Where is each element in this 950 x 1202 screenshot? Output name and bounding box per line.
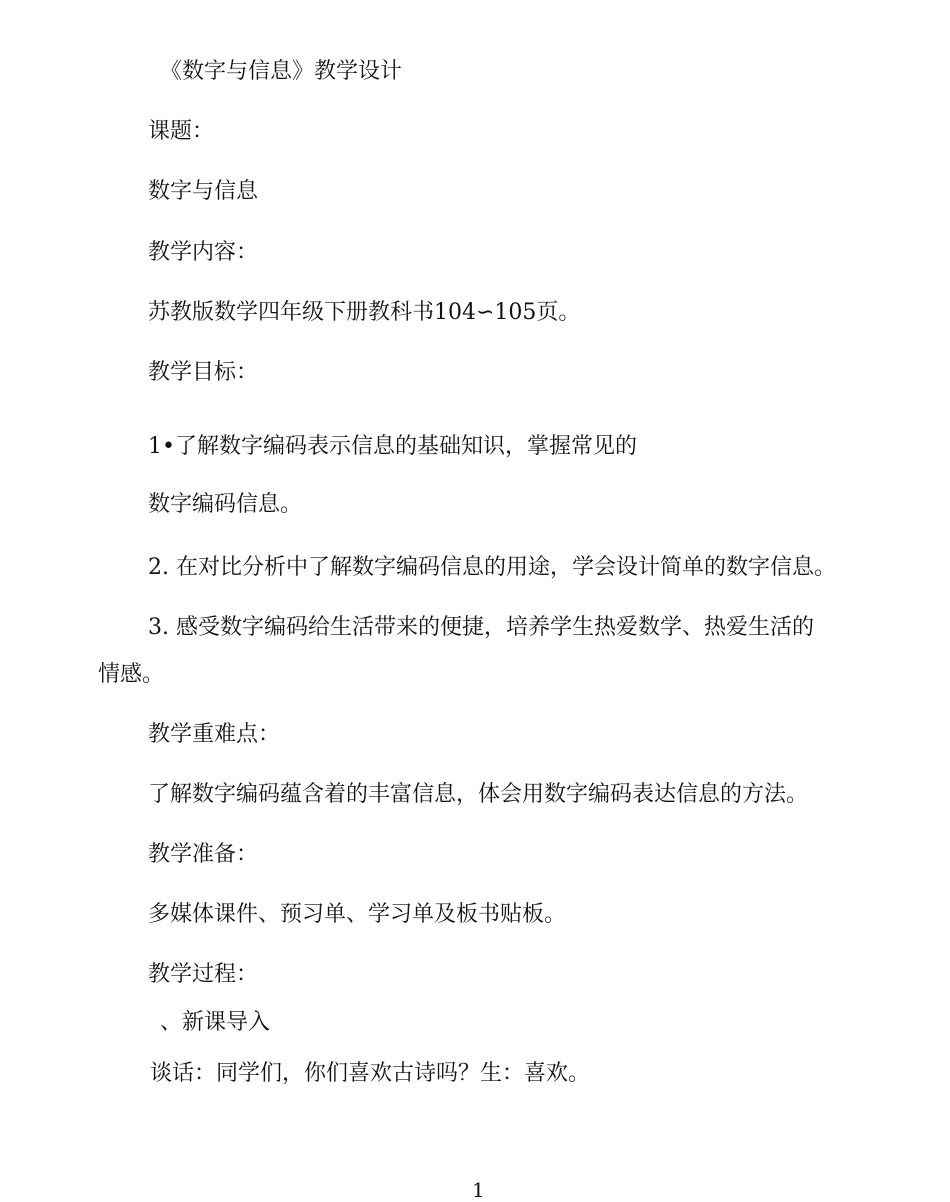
page-number: 1 xyxy=(472,1178,485,1202)
content-heading: 教学内容： xyxy=(148,240,259,265)
process-heading: 教学过程： xyxy=(148,962,259,987)
goal-2: 2. 在对比分析中了解数字编码信息的用途，学会设计简单的数字信息。 xyxy=(148,555,836,580)
key-points-value: 了解数字编码蕴含着的丰富信息，体会用数字编码表达信息的方法。 xyxy=(148,782,809,807)
goals-heading: 教学目标： xyxy=(148,360,259,385)
goal-1-line-2: 数字编码信息。 xyxy=(148,492,303,517)
goal-1-line-1: 1•了解数字编码表示信息的基础知识，掌握常见的 xyxy=(148,434,637,459)
key-points-heading: 教学重难点： xyxy=(148,722,281,747)
preparation-heading: 教学准备： xyxy=(148,842,259,867)
topic-value: 数字与信息 xyxy=(148,179,259,204)
dialogue-1: 谈话：同学们，你们喜欢古诗吗？生：喜欢。 xyxy=(150,1061,591,1086)
preparation-value: 多媒体课件、预习单、学习单及板书贴板。 xyxy=(148,902,567,927)
document-title: 《数字与信息》教学设计 xyxy=(160,59,403,84)
goal-3-line-1: 3. 感受数字编码给生活带来的便捷，培养学生热爱数学、热爱生活的 xyxy=(148,615,814,640)
process-section-1: 、新课导入 xyxy=(160,1010,271,1035)
topic-heading: 课题： xyxy=(148,119,215,144)
goal-3-line-2: 情感。 xyxy=(98,662,165,687)
content-value: 苏教版数学四年级下册教科书104∽105页。 xyxy=(148,300,581,325)
